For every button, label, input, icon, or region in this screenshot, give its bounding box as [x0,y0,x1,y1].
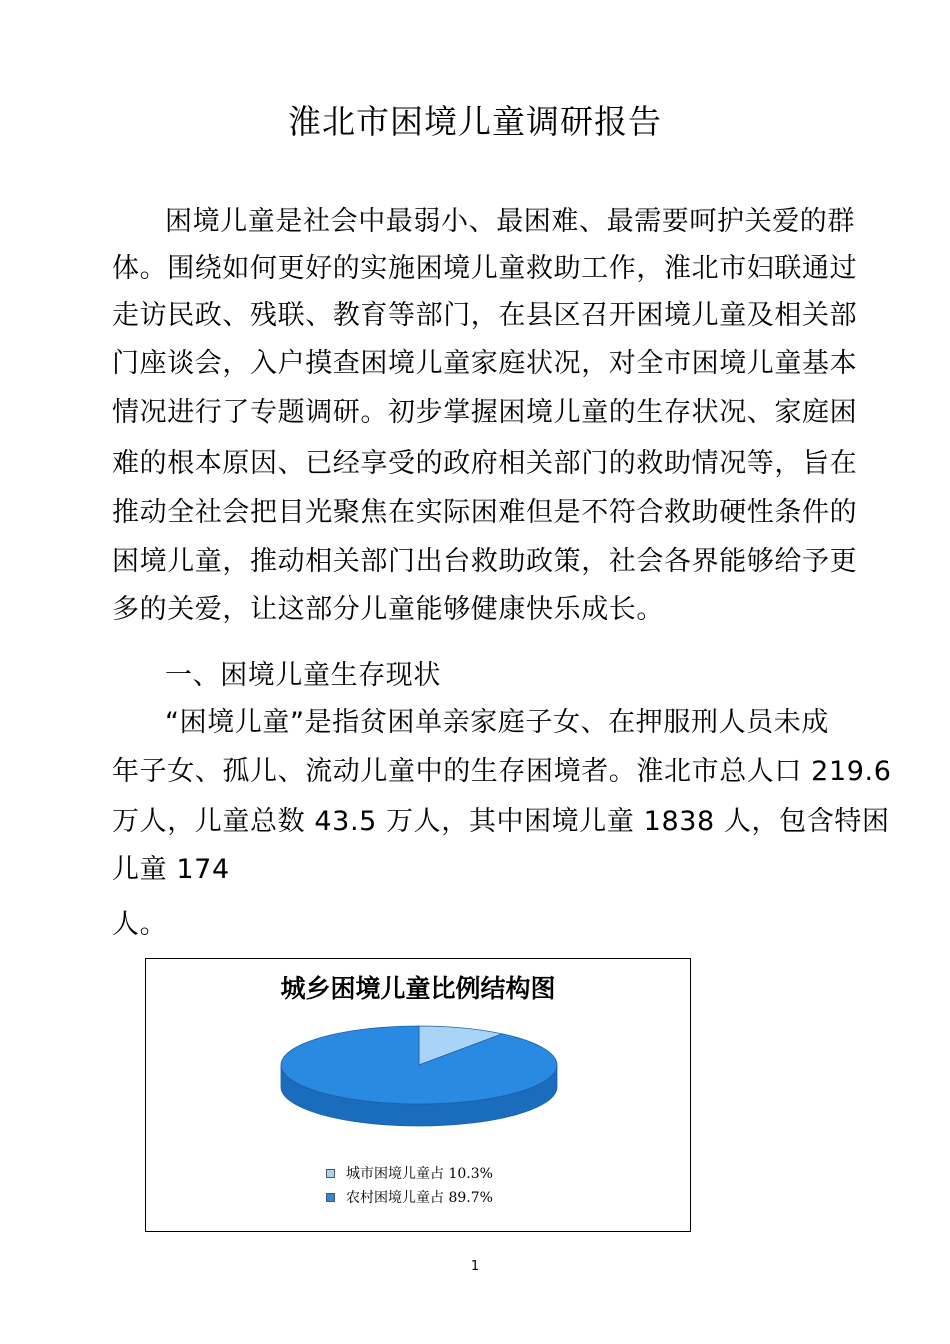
document-title: 淮北市困境儿童调研报告 [288,102,662,141]
paragraph-line: 门座谈会，入户摸查困境儿童家庭状况，对全市困境儿童基本 [112,348,858,379]
section-heading: 一、困境儿童生存现状 [165,660,441,691]
legend-item [326,1185,493,1209]
paragraph-line: 情况进行了专题调研。初步掌握困境儿童的生存状况、家庭困 [112,397,858,428]
paragraph-line: 困境儿童是社会中最弱小、最困难、最需要呵护关爱的群 [165,206,855,237]
legend-label-urban: 城市困境儿童占 10.3% [346,1166,493,1182]
chart-title: 城乡困境儿童比例结构图 [280,974,556,1003]
pie-slice-rural [281,1026,557,1104]
section-line: 万人，儿童总数 43.5 万人，其中困境儿童 1838 人，包含特困 [112,806,890,837]
paragraph-line: 推动全社会把目光聚焦在实际困难但是不符合救助硬性条件的 [112,497,858,528]
legend-swatch-urban [326,1169,335,1178]
section-line: “困境儿童”是指贫困单亲家庭子女、在押服刑人员未成 [165,707,829,738]
page-number: 1 [470,1259,480,1274]
paragraph-line: 难的根本原因、已经享受的政府相关部门的救助情况等，旨在 [112,448,858,479]
paragraph-line: 困境儿童，推动相关部门出台救助政策，社会各界能够给予更 [112,546,858,577]
chart-frame [145,958,691,1232]
section-line: 年子女、孤儿、流动儿童中的生存困境者。淮北市总人口 219.6 [112,756,892,787]
section-line: 人。 [112,909,168,940]
paragraph-line: 走访民政、残联、教育等部门，在县区召开困境儿童及相关部 [112,300,858,331]
legend-item [326,1161,493,1185]
section-line: 儿童 174 [112,854,230,885]
paragraph-line: 体。围绕如何更好的实施困境儿童救助工作，淮北市妇联通过 [112,253,858,284]
paragraph-line: 多的关爱，让这部分儿童能够健康快乐成长。 [112,594,664,625]
chart-legend [326,1161,493,1209]
legend-swatch-rural [326,1193,335,1202]
legend-label-rural: 农村困境儿童占 89.7% [346,1190,493,1206]
